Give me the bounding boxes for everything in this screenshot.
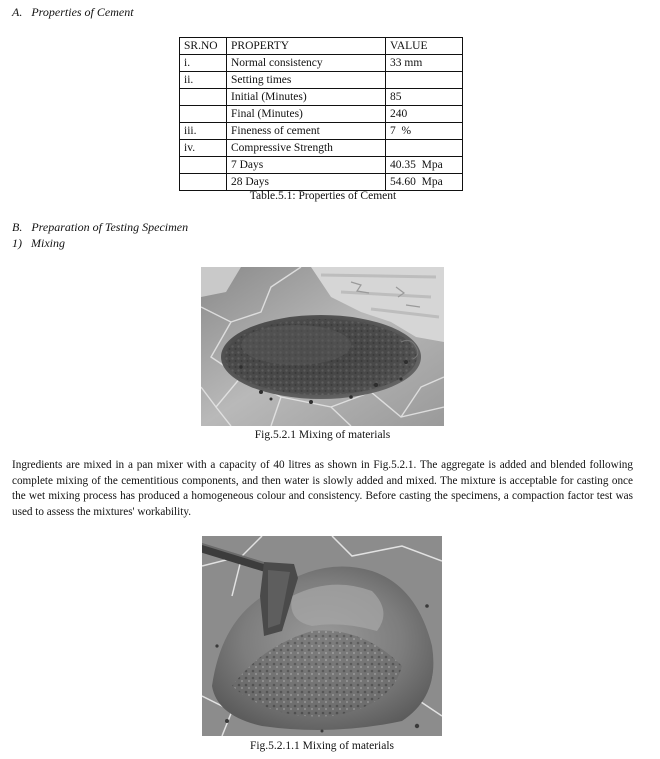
- table-row: [180, 106, 463, 123]
- cell-value: 7 %: [386, 123, 463, 140]
- header-property: PROPERTY: [227, 38, 386, 55]
- body-paragraph: Ingredients are mixed in a pan mixer with a capacity of 40 litres as shown in Fig.5.2.1. The aggregate is added and blended following complete mixing of the cementitious components, and then water is slowly added and mixed. The mixture is acceptable for casting once the wet mixing process has produced a homogeneous colour and consistency. Before casting the specimens, a compaction factor test was used to assess the mixtures' workability.: [12, 459, 633, 518]
- cell-value: [386, 140, 463, 157]
- cell-property: 28 Days: [227, 174, 386, 191]
- cell-value: 33 mm: [386, 55, 463, 72]
- cell-srno: ii.: [180, 72, 227, 89]
- table-row: [180, 123, 463, 140]
- cell-property: Fineness of cement: [227, 123, 386, 140]
- table-row: [180, 55, 463, 72]
- cell-srno: [180, 174, 227, 191]
- cell-srno: iv.: [180, 140, 227, 157]
- mixing-photo-graphic: [201, 267, 444, 426]
- cell-value: 54.60 Mpa: [386, 174, 463, 191]
- table-row: [180, 140, 463, 157]
- cell-srno: [180, 89, 227, 106]
- cell-property: Normal consistency: [227, 55, 386, 72]
- cell-property: Setting times: [227, 72, 386, 89]
- section-a-label: A.: [12, 5, 23, 19]
- figure1-caption: Fig.5.2.1 Mixing of materials: [254, 429, 391, 441]
- cell-property: 7 Days: [227, 157, 386, 174]
- cell-srno: [180, 157, 227, 174]
- cell-srno: i.: [180, 55, 227, 72]
- cell-value: 85: [386, 89, 463, 106]
- cell-value: 240: [386, 106, 463, 123]
- figure2-caption: Fig.5.2.1.1 Mixing of materials: [249, 740, 395, 752]
- cell-value: 40.35 Mpa: [386, 157, 463, 174]
- table-row: [180, 157, 463, 174]
- mixing-with-hoe-photo: [202, 536, 442, 736]
- cell-property: Final (Minutes): [227, 106, 386, 123]
- subsection-1-heading: [12, 236, 65, 251]
- cell-property: Initial (Minutes): [227, 89, 386, 106]
- table-row: [180, 174, 463, 191]
- table-header-row: [180, 38, 463, 55]
- cell-property: Compressive Strength: [227, 140, 386, 157]
- table-row: [180, 89, 463, 106]
- section-b-heading: [12, 220, 188, 235]
- section-b-label: B.: [12, 220, 23, 234]
- section-a-heading: [12, 5, 134, 20]
- subsection-1-label: 1): [12, 236, 22, 250]
- hoe-photo-graphic: [202, 536, 442, 736]
- table-row: [180, 72, 463, 89]
- subsection-1-title: Mixing: [31, 236, 65, 250]
- cell-srno: iii.: [180, 123, 227, 140]
- cell-srno: [180, 106, 227, 123]
- cell-value: [386, 72, 463, 89]
- mixing-materials-photo: [201, 267, 444, 426]
- section-b-title: Preparation of Testing Specimen: [31, 220, 189, 234]
- header-value: VALUE: [386, 38, 463, 55]
- properties-table: [179, 37, 463, 191]
- table-caption: Table.5.1: Properties of Cement: [249, 190, 397, 202]
- header-srno: SR.NO: [180, 38, 227, 55]
- section-a-title: Properties of Cement: [31, 5, 134, 19]
